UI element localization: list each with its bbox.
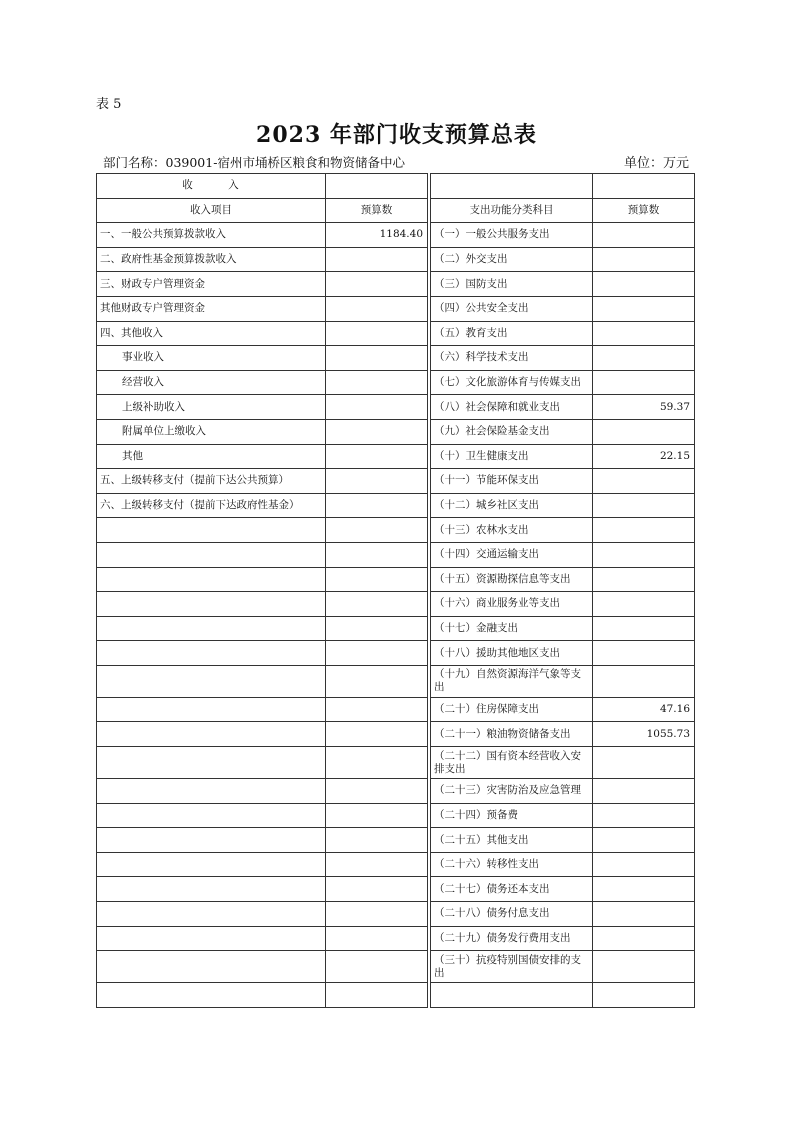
col-income-item: 收入项目 xyxy=(97,198,326,223)
table-row xyxy=(97,272,695,297)
table-row xyxy=(97,697,695,722)
expense-item-cell: （三）国防支出 xyxy=(431,272,593,297)
income-item-cell xyxy=(97,518,326,543)
income-item-cell: 其他财政专户管理资金 xyxy=(97,296,326,321)
income-item-cell xyxy=(97,828,326,853)
income-budget-cell xyxy=(326,444,428,469)
table-row xyxy=(97,641,695,666)
income-item-cell xyxy=(97,852,326,877)
expense-budget-cell xyxy=(593,321,695,346)
expense-item-cell: （十四）交通运输支出 xyxy=(431,542,593,567)
expense-budget-cell xyxy=(593,469,695,494)
income-budget-cell xyxy=(326,779,428,804)
expense-item-cell: （二十五）其他支出 xyxy=(431,828,593,853)
income-item-cell xyxy=(97,983,326,1008)
col-expense-item: 支出功能分类科目 xyxy=(431,198,593,223)
expense-item-cell: （二十）住房保障支出 xyxy=(431,697,593,722)
income-budget-cell xyxy=(326,321,428,346)
income-budget-cell xyxy=(326,641,428,666)
expense-budget-cell xyxy=(593,779,695,804)
table-row xyxy=(97,592,695,617)
income-item-cell xyxy=(97,722,326,747)
table-row xyxy=(97,567,695,592)
section-header-blank xyxy=(326,174,428,199)
table-row xyxy=(97,665,695,697)
income-budget-cell xyxy=(326,419,428,444)
expense-item-cell: （四）公共安全支出 xyxy=(431,296,593,321)
expense-budget-cell xyxy=(593,223,695,248)
expense-item-cell: （二十一）粮油物资储备支出 xyxy=(431,722,593,747)
income-budget-cell xyxy=(326,828,428,853)
income-item-cell xyxy=(97,697,326,722)
table-row xyxy=(97,542,695,567)
income-budget-cell xyxy=(326,469,428,494)
table-row xyxy=(97,983,695,1008)
expense-budget-cell xyxy=(593,747,695,779)
expense-item-cell: （二十三）灾害防治及应急管理 xyxy=(431,779,593,804)
income-item-cell: 其他 xyxy=(97,444,326,469)
table-row xyxy=(97,419,695,444)
income-item-cell: 四、其他收入 xyxy=(97,321,326,346)
income-budget-cell xyxy=(326,665,428,697)
table-row xyxy=(97,395,695,420)
income-item-cell: 六、上级转移支付（提前下达政府性基金） xyxy=(97,493,326,518)
income-budget-cell xyxy=(326,877,428,902)
income-budget-cell xyxy=(326,592,428,617)
expense-item-cell: （二十四）预备费 xyxy=(431,803,593,828)
expense-item-cell: （三十）抗疫特别国债安排的支出 xyxy=(431,951,593,983)
table-row xyxy=(97,747,695,779)
department-name: 部门名称：039001-宿州市埇桥区粮食和物资储备中心 xyxy=(103,155,405,170)
income-item-cell: 事业收入 xyxy=(97,346,326,371)
table-row xyxy=(97,370,695,395)
expense-item-cell: （二十九）债务发行费用支出 xyxy=(431,926,593,951)
income-item-cell xyxy=(97,542,326,567)
expense-budget-cell xyxy=(593,370,695,395)
income-budget-cell xyxy=(326,346,428,371)
income-item-cell xyxy=(97,747,326,779)
expense-item-cell: （六）科学技术支出 xyxy=(431,346,593,371)
income-budget-cell xyxy=(326,272,428,297)
table-row xyxy=(97,223,695,248)
income-budget-cell xyxy=(326,370,428,395)
income-budget-cell xyxy=(326,951,428,983)
income-budget-cell xyxy=(326,747,428,779)
expense-budget-cell xyxy=(593,518,695,543)
expense-item-cell: （一）一般公共服务支出 xyxy=(431,223,593,248)
expense-item-cell: （十二）城乡社区支出 xyxy=(431,493,593,518)
col-income-budget: 预算数 xyxy=(326,198,428,223)
income-item-cell: 三、财政专户管理资金 xyxy=(97,272,326,297)
section-header-blank xyxy=(431,174,593,199)
income-budget-cell xyxy=(326,722,428,747)
expense-budget-cell xyxy=(593,419,695,444)
income-item-cell: 附属单位上缴收入 xyxy=(97,419,326,444)
income-item-cell: 五、上级转移支付（提前下达公共预算） xyxy=(97,469,326,494)
expense-item-cell: （五）教育支出 xyxy=(431,321,593,346)
income-item-cell xyxy=(97,641,326,666)
income-item-cell xyxy=(97,902,326,927)
expense-budget-cell xyxy=(593,247,695,272)
expense-item-cell: （二十二）国有资本经营收入安排支出 xyxy=(431,747,593,779)
table-row xyxy=(97,926,695,951)
table-row xyxy=(97,852,695,877)
expense-item-cell: （二十六）转移性支出 xyxy=(431,852,593,877)
table-row xyxy=(97,444,695,469)
income-budget-cell xyxy=(326,395,428,420)
expense-budget-cell: 1055.73 xyxy=(593,722,695,747)
income-item-cell xyxy=(97,567,326,592)
expense-item-cell: （十三）农林水支出 xyxy=(431,518,593,543)
income-budget-cell xyxy=(326,983,428,1008)
income-item-cell xyxy=(97,779,326,804)
table-row xyxy=(97,779,695,804)
table-row xyxy=(97,296,695,321)
income-budget-cell xyxy=(326,542,428,567)
expense-item-cell: （十一）节能环保支出 xyxy=(431,469,593,494)
expense-budget-cell xyxy=(593,493,695,518)
expense-item-cell: （七）文化旅游体育与传媒支出 xyxy=(431,370,593,395)
expense-budget-cell xyxy=(593,665,695,697)
expense-budget-cell xyxy=(593,641,695,666)
expense-budget-cell xyxy=(593,852,695,877)
expense-item-cell: （十八）援助其他地区支出 xyxy=(431,641,593,666)
expense-item-cell: （十七）金融支出 xyxy=(431,616,593,641)
expense-budget-cell xyxy=(593,902,695,927)
expense-budget-cell xyxy=(593,567,695,592)
income-section-header: 收 入 xyxy=(97,174,326,199)
expense-item-cell: （十）卫生健康支出 xyxy=(431,444,593,469)
income-item-cell: 一、一般公共预算拨款收入 xyxy=(97,223,326,248)
expense-budget-cell: 47.16 xyxy=(593,697,695,722)
expense-item-cell: （二十七）债务还本支出 xyxy=(431,877,593,902)
unit-label: 单位：万元 xyxy=(623,156,689,171)
income-budget-cell xyxy=(326,852,428,877)
income-item-cell xyxy=(97,616,326,641)
income-budget-cell xyxy=(326,803,428,828)
expense-budget-cell xyxy=(593,296,695,321)
col-expense-budget: 预算数 xyxy=(593,198,695,223)
income-item-cell: 上级补助收入 xyxy=(97,395,326,420)
table-row xyxy=(97,346,695,371)
table-row xyxy=(97,321,695,346)
income-budget-cell xyxy=(326,902,428,927)
income-budget-cell xyxy=(326,697,428,722)
expense-budget-cell xyxy=(593,983,695,1008)
expense-budget-cell xyxy=(593,951,695,983)
expense-budget-cell xyxy=(593,616,695,641)
expense-item-cell: （八）社会保障和就业支出 xyxy=(431,395,593,420)
table-row xyxy=(97,493,695,518)
income-item-cell: 二、政府性基金预算拨款收入 xyxy=(97,247,326,272)
income-budget-cell: 1184.40 xyxy=(326,223,428,248)
income-budget-cell xyxy=(326,567,428,592)
expense-item-cell: （十五）资源勘探信息等支出 xyxy=(431,567,593,592)
expense-item-cell: （二十八）债务付息支出 xyxy=(431,902,593,927)
expense-item-cell: （二）外交支出 xyxy=(431,247,593,272)
expense-item-cell: （九）社会保险基金支出 xyxy=(431,419,593,444)
income-budget-cell xyxy=(326,247,428,272)
income-item-cell xyxy=(97,951,326,983)
table-row xyxy=(97,247,695,272)
income-item-cell xyxy=(97,926,326,951)
expense-budget-cell xyxy=(593,803,695,828)
expense-budget-cell xyxy=(593,346,695,371)
expense-budget-cell xyxy=(593,272,695,297)
income-budget-cell xyxy=(326,296,428,321)
expense-item-cell: （十六）商业服务业等支出 xyxy=(431,592,593,617)
table-row xyxy=(97,518,695,543)
table-row xyxy=(97,469,695,494)
income-budget-cell xyxy=(326,926,428,951)
expense-budget-cell xyxy=(593,542,695,567)
table-row xyxy=(97,877,695,902)
section-header-blank xyxy=(593,174,695,199)
table-row xyxy=(97,803,695,828)
expense-budget-cell xyxy=(593,828,695,853)
budget-table xyxy=(96,173,695,1008)
income-item-cell xyxy=(97,592,326,617)
expense-budget-cell xyxy=(593,926,695,951)
income-item-cell xyxy=(97,877,326,902)
table-row xyxy=(97,722,695,747)
income-item-cell xyxy=(97,803,326,828)
expense-budget-cell xyxy=(593,592,695,617)
section-header-row xyxy=(97,174,695,199)
expense-budget-cell: 22.15 xyxy=(593,444,695,469)
expense-budget-cell xyxy=(593,877,695,902)
expense-budget-cell: 59.37 xyxy=(593,395,695,420)
table-row xyxy=(97,951,695,983)
income-item-cell xyxy=(97,665,326,697)
income-budget-cell xyxy=(326,493,428,518)
expense-item-cell xyxy=(431,983,593,1008)
table-row xyxy=(97,616,695,641)
page-title: 2023 年部门收支预算总表 xyxy=(256,122,537,148)
income-item-cell: 经营收入 xyxy=(97,370,326,395)
table-row xyxy=(97,902,695,927)
table-number: 表 5 xyxy=(96,97,122,112)
column-header-row xyxy=(97,198,695,223)
income-budget-cell xyxy=(326,616,428,641)
expense-item-cell: （十九）自然资源海洋气象等支出 xyxy=(431,665,593,697)
table-row xyxy=(97,828,695,853)
income-budget-cell xyxy=(326,518,428,543)
